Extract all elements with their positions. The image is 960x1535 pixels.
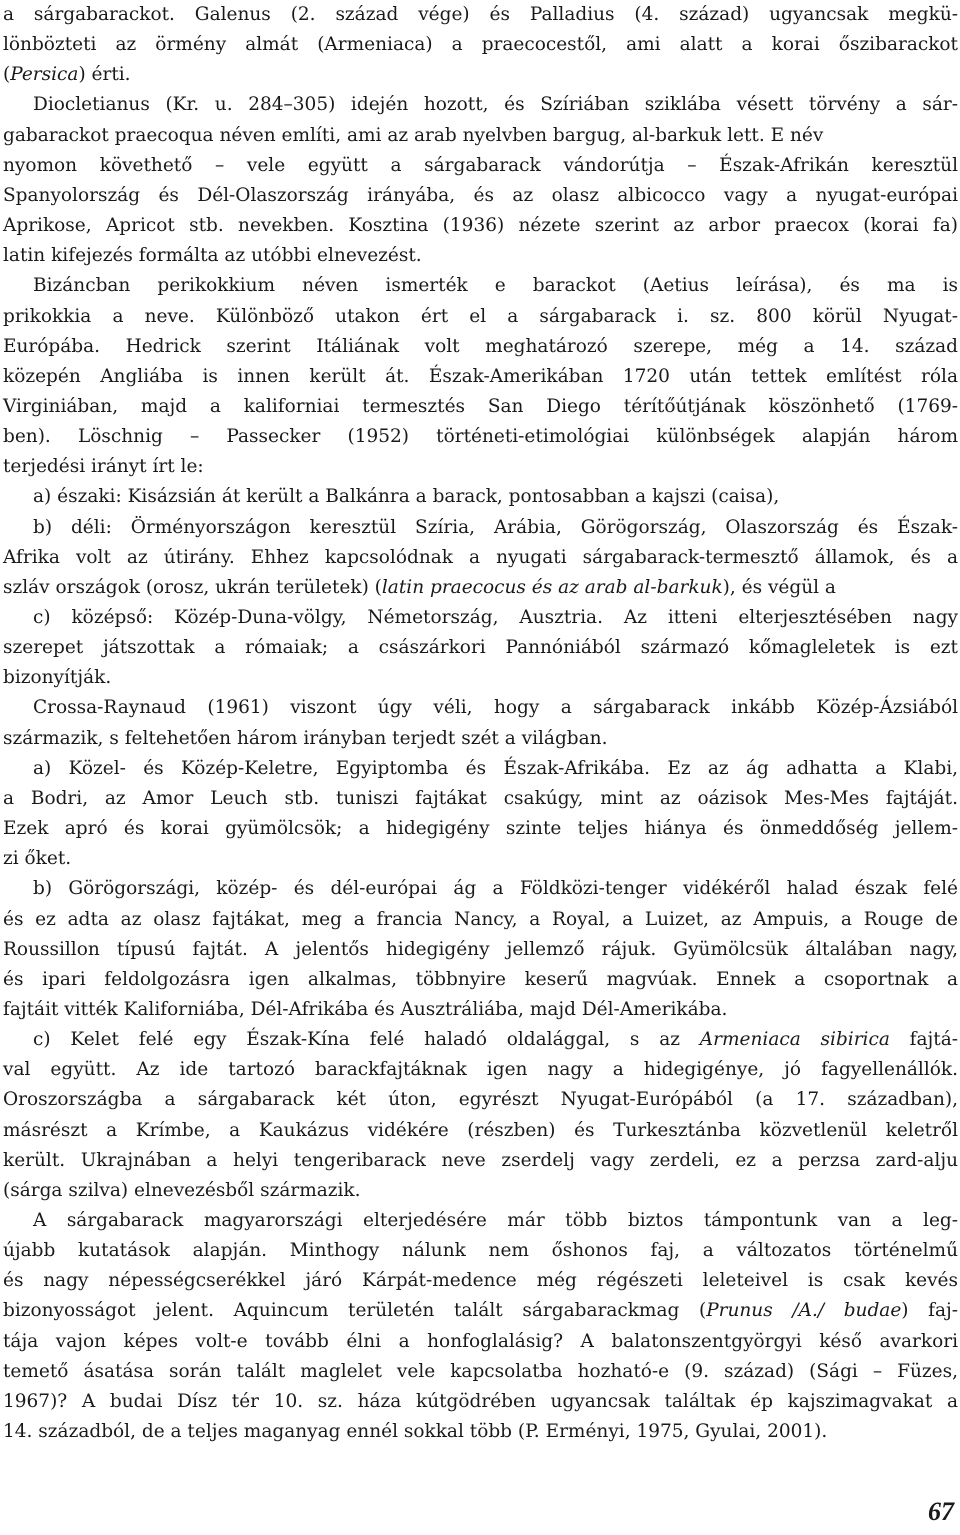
text-run: másrészt a Krímbe, a Kaukázus vidékére (részben) és Turkesztánba közvetlenül keletről [3, 1119, 958, 1141]
text-run: Roussillon típusú fajtát. A jelentős hidegigény jellemző rájuk. Gyümölcsük általában nagy, [3, 938, 958, 960]
text-run: szerepet játszottak a rómaiak; a császárkori Pannóniából származó kőmagleletek is ezt [3, 637, 958, 659]
text-line [3, 935, 958, 965]
text-run: Aprikose, Apricot stb. nevekben. Kosztina (1936) nézete szerint az arbor praecox (korai fa) [3, 215, 958, 237]
text-line [3, 452, 958, 482]
text-line [3, 1206, 958, 1236]
text-line [3, 754, 958, 784]
text-line [3, 603, 958, 633]
text-line [3, 814, 958, 844]
text-run: ), és végül a [722, 576, 836, 598]
text-line [3, 513, 958, 543]
text-line [3, 543, 958, 573]
text-run: bizonyosságot jelent. Aquincum területén talált sárgabarackmag ( [3, 1300, 707, 1322]
text-run: lönbözteti az örmény almát (Armeniaca) a praecocestől, ami alatt a korai őszibarackot [3, 34, 958, 56]
text-line [3, 1417, 958, 1447]
text-run: c) középső: Közép-Duna-völgy, Németország, Ausztria. Az itteni elterjesztésében nagy [33, 607, 958, 628]
text-run: fajtá- [889, 1029, 958, 1051]
text-run: ) érti. [78, 64, 131, 86]
text-run: latin kifejezés formálta az utóbbi elnevezést. [3, 245, 422, 267]
text-line [3, 1055, 958, 1085]
text-line [3, 0, 958, 30]
text-line [3, 482, 958, 512]
text-line [3, 693, 958, 723]
text-line [3, 1357, 958, 1387]
text-line [3, 965, 958, 995]
text-run: nyomon követhető – vele együtt a sárgabarack vándorútja – Észak-Afrikán keresztül [3, 154, 958, 176]
text-run: val együtt. Az ide tartozó barackfajtáknak igen nagy a hidegigénye, jó fagyellenállók. [3, 1059, 958, 1081]
text-run: Afrika volt az útirány. Ehhez kapcsolódnak a nyugati sárgabarack-termesztő államok, és a [3, 546, 958, 568]
text-run: fajtáit vitték Kaliforniába, Dél-Afrikába és Ausztráliába, majd Dél-Amerikába. [3, 998, 728, 1020]
text-run: származik, s feltehetően három irányban terjedt szét a világban. [3, 727, 608, 749]
text-line [3, 1387, 958, 1417]
text-line [3, 1085, 958, 1115]
document-page [3, 0, 958, 1535]
text-line [3, 995, 958, 1025]
italic-text: Prunus /A./ budae [706, 1300, 902, 1322]
text-line [3, 332, 958, 362]
text-line [3, 1176, 958, 1206]
text-line [3, 422, 958, 452]
text-line [3, 1146, 958, 1176]
italic-text: Armeniaca sibirica [699, 1029, 890, 1051]
text-line [3, 905, 958, 935]
text-line [3, 121, 958, 151]
text-run: Virginiában, majd a kaliforniai termesztés San Diego térítőútjának köszönhető (1769- [3, 395, 958, 417]
text-line [3, 1327, 958, 1357]
text-run: 14. századból, de a teljes maganyag ennél sokkal több (P. Erményi, 1975, Gyulai, 2001). [3, 1421, 828, 1443]
text-line [3, 1025, 958, 1055]
text-run: c) Kelet felé egy Észak-Kína felé haladó oldalággal, s az [33, 1029, 700, 1051]
text-line [3, 181, 958, 211]
text-line [3, 271, 958, 301]
text-line [3, 1266, 958, 1296]
text-run: Diocletianus (Kr. u. 284–305) idején hozott, és Szíriában sziklába vésett törvény a sár- [33, 94, 958, 116]
text-run: 1967)? A budai Dísz tér 10. sz. háza kútgödrében ugyancsak találtak ép kajszimagvakat a [3, 1390, 958, 1412]
text-run: szláv országok (orosz, ukrán területek) ( [3, 576, 382, 598]
text-run: bizonyítják. [3, 667, 112, 689]
text-run: temető ásatása során talált maglelet vele kapcsolatba hozható-e (9. század) (Sági – Füzes, [3, 1360, 958, 1382]
text-line [3, 724, 958, 754]
text-line [3, 362, 958, 392]
text-run: terjedési irányt írt le: [3, 456, 204, 478]
page-number: 67 [928, 1497, 954, 1526]
text-run: újabb kutatások alapján. Minthogy nálunk nem őshonos faj, a változatos történelmű [3, 1240, 958, 1262]
text-line [3, 392, 958, 422]
text-run: a) északi: Kisázsián át került a Balkánra a barack, pontosabban a kajszi (caisa), [33, 486, 780, 508]
text-line [3, 1116, 958, 1146]
text-line [3, 844, 958, 874]
text-line [3, 241, 958, 271]
text-line [3, 784, 958, 814]
text-run: ben). Löschnig – Passecker (1952) történeti-etimológiai különbségek alapján három [3, 426, 958, 448]
text-run: Spanyolország és Dél-Olaszország irányába, és az olasz albicocco vagy a nyugat-európai [3, 184, 958, 206]
text-run: A sárgabarack magyarországi elterjedésére már több biztos támpontunk van a leg- [33, 1210, 958, 1231]
text-run: ) faj- [901, 1300, 958, 1322]
text-run: közepén Angliába is innen került át. Észak-Amerikában 1720 után tettek említést róla [3, 365, 958, 387]
text-run: gabarackot praecoqua néven említi, ami az arab nyelvben bargug, al-barkuk lett. E név [3, 124, 824, 146]
text-run: és nagy népességcserékkel járó Kárpát-medence még régészeti leleteivel is csak kevés [3, 1270, 958, 1292]
text-run: került. Ukrajnában a helyi tengeribarack neve zserdelj vagy zerdeli, ez a perzsa zard-alju [3, 1149, 958, 1171]
text-run: b) déli: Örményországon keresztül Szíria, Arábia, Görögország, Olaszország és Észak- [33, 516, 958, 538]
text-line [3, 60, 958, 90]
text-run: a Bodri, az Amor Leuch stb. tuniszi fajtákat csakúgy, mint az oázisok Mes-Mes fajtáját. [3, 787, 958, 809]
text-run: prikokkia a neve. Különböző utakon ért el a sárgabarack i. sz. 800 körül Nyugat- [3, 305, 958, 327]
text-line [3, 874, 958, 904]
text-run: Oroszországba a sárgabarack két úton, egyrészt Nyugat-Európából (a 17. században), [3, 1089, 958, 1111]
text-run: ( [3, 64, 11, 86]
text-run: b) Görögországi, közép- és dél-európai ág a Földközi-tenger vidékéről halad észak felé [33, 878, 958, 900]
text-run: Bizáncban perikokkium néven ismerték e barackot (Aetius leírása), és ma is [33, 275, 958, 297]
text-line [3, 1236, 958, 1266]
text-line [3, 633, 958, 663]
text-line [3, 663, 958, 693]
text-line [3, 30, 958, 60]
text-run: Crossa-Raynaud (1961) viszont úgy véli, hogy a sárgabarack inkább Közép-Ázsiából [33, 697, 958, 719]
text-run: (sárga szilva) elnevezésből származik. [3, 1179, 361, 1201]
text-run: a sárgabarackot. Galenus (2. század vége) és Palladius (4. század) ugyancsak megkü- [3, 4, 958, 25]
text-run: és ez adta az olasz fajtákat, meg a francia Nancy, a Royal, a Luizet, az Ampuis, a Rouge de [3, 908, 958, 930]
text-line [3, 211, 958, 241]
text-run: a) Közel- és Közép-Keletre, Egyiptomba és Észak-Afrikába. Ez az ág adhatta a Klabi, [33, 757, 958, 779]
text-run: tája vajon képes volt-e tovább élni a honfoglalásig? A balatonszentgyörgyi késő avarkori [3, 1330, 958, 1352]
text-line [3, 1296, 958, 1326]
italic-text: Persica [10, 64, 79, 86]
text-run: és ipari feldolgozásra igen alkalmas, többnyire keserű magvúak. Ennek a csoportnak a [3, 968, 958, 990]
text-run: Európába. Hedrick szerint Itáliának volt meghatározó szerepe, még a 14. század [3, 335, 958, 357]
text-line [3, 90, 958, 120]
text-line [3, 151, 958, 181]
text-run: zi őket. [3, 848, 72, 870]
italic-text: latin praecocus és az arab al-barkuk [381, 576, 723, 598]
text-run: Ezek apró és korai gyümölcsök; a hidegigény szinte teljes hiánya és önmeddőség jellem- [3, 818, 958, 840]
text-line [3, 573, 958, 603]
text-line [3, 302, 958, 332]
